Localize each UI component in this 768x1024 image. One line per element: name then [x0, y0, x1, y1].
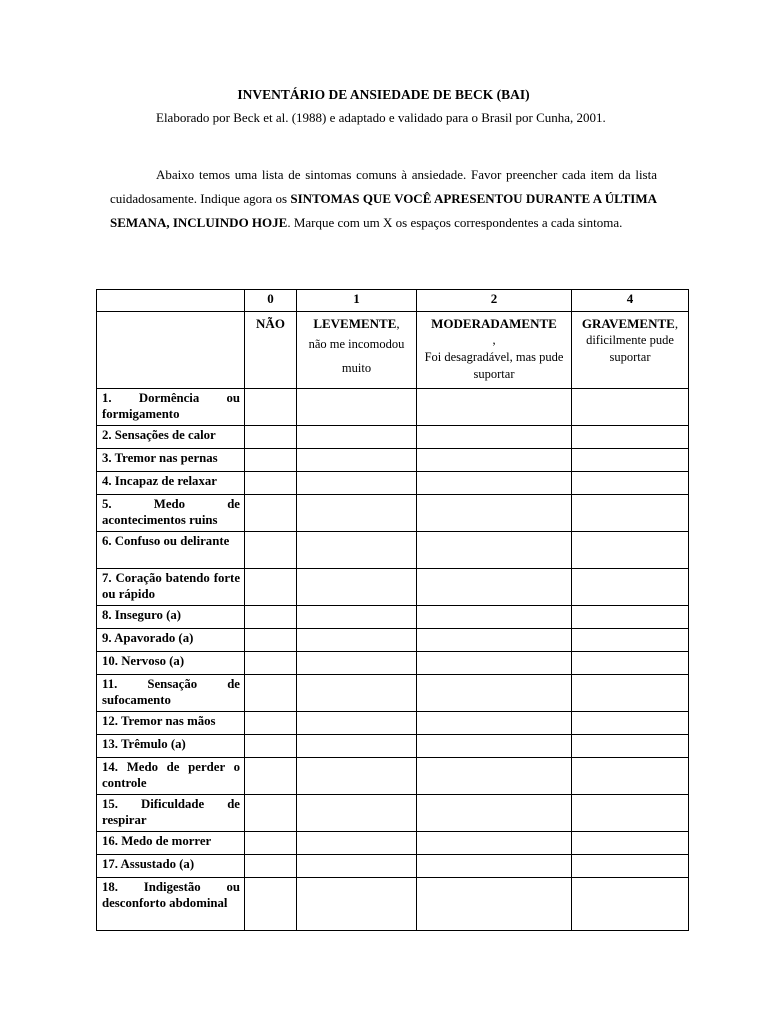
answer-cell-1[interactable]	[297, 735, 417, 758]
answer-cell-0[interactable]	[245, 832, 297, 855]
answer-cell-0[interactable]	[245, 472, 297, 495]
answer-cell-1[interactable]	[297, 606, 417, 629]
answer-cell-2[interactable]	[417, 472, 572, 495]
symptom-label: 1. Dormência ou formigamento	[97, 389, 245, 426]
answer-cell-2[interactable]	[417, 832, 572, 855]
category-gravemente-label: GRAVEMENTE	[581, 316, 675, 331]
credit-paragraph: Elaborado por Beck et al. (1988) e adaptado e validado para o Brasil por Cunha, 2001.	[156, 110, 606, 125]
answer-cell-2[interactable]	[417, 652, 572, 675]
category-gravemente-desc: dificilmente pude suportar	[586, 333, 674, 364]
answer-cell-4[interactable]	[572, 606, 689, 629]
symptom-label: 12. Tremor nas mãos	[97, 712, 245, 735]
answer-cell-4[interactable]	[572, 878, 689, 931]
instructions-text-start: Abaixo temos uma lista de sintomas comuns à ansiedade. Favor preencher cada item da lista cuidadosamente. Indique agora os	[110, 167, 657, 206]
symptom-label: 15. Dificuldade de respirar	[97, 795, 245, 832]
answer-cell-0[interactable]	[245, 855, 297, 878]
answer-cell-4[interactable]	[572, 735, 689, 758]
answer-cell-4[interactable]	[572, 629, 689, 652]
answer-cell-1[interactable]	[297, 532, 417, 569]
answer-cell-4[interactable]	[572, 758, 689, 795]
symptom-row	[97, 472, 689, 495]
category-moderadamente-desc: Foi desagradável, mas pude suportar	[424, 350, 564, 381]
answer-cell-4[interactable]	[572, 832, 689, 855]
symptom-row	[97, 426, 689, 449]
category-nao-label: NÃO	[256, 316, 285, 331]
answer-cell-2[interactable]	[417, 629, 572, 652]
answer-cell-4[interactable]	[572, 532, 689, 569]
answer-cell-1[interactable]	[297, 855, 417, 878]
answer-cell-1[interactable]	[297, 675, 417, 712]
answer-cell-1[interactable]	[297, 569, 417, 606]
answer-cell-4[interactable]	[572, 569, 689, 606]
answer-cell-2[interactable]	[417, 389, 572, 426]
symptom-row	[97, 569, 689, 606]
category-header-row	[97, 312, 689, 389]
answer-cell-0[interactable]	[245, 652, 297, 675]
category-moderadamente-suffix: ,	[492, 333, 496, 347]
symptom-row	[97, 758, 689, 795]
symptom-label: 17. Assustado (a)	[97, 855, 245, 878]
symptom-label: 6. Confuso ou delirante	[97, 532, 245, 569]
answer-cell-4[interactable]	[572, 426, 689, 449]
symptom-label: 9. Apavorado (a)	[97, 629, 245, 652]
score-header-blank	[97, 290, 245, 312]
answer-cell-1[interactable]	[297, 758, 417, 795]
instructions-emphasis: SINTOMAS QUE VOCÊ APRESENTOU DURANTE A ÚLTIMA SEMANA, INCLUINDO HOJE	[110, 191, 657, 230]
answer-cell-2[interactable]	[417, 449, 572, 472]
answer-cell-4[interactable]	[572, 472, 689, 495]
symptom-label: 11. Sensação de sufocamento	[97, 675, 245, 712]
symptom-label: 4. Incapaz de relaxar	[97, 472, 245, 495]
answer-cell-2[interactable]	[417, 532, 572, 569]
category-moderadamente	[417, 312, 572, 389]
answer-cell-4[interactable]	[572, 495, 689, 532]
answer-cell-2[interactable]	[417, 569, 572, 606]
score-1: 1	[297, 290, 417, 312]
symptom-label: 14. Medo de perder o controle	[97, 758, 245, 795]
answer-cell-1[interactable]	[297, 712, 417, 735]
symptom-row	[97, 495, 689, 532]
score-header-row	[97, 290, 689, 312]
category-header-blank	[97, 312, 245, 389]
symptom-row	[97, 675, 689, 712]
answer-cell-0[interactable]	[245, 389, 297, 426]
document-title: INVENTÁRIO DE ANSIEDADE DE BECK (BAI)	[237, 87, 530, 102]
symptom-row	[97, 795, 689, 832]
answer-cell-4[interactable]	[572, 449, 689, 472]
answer-cell-1[interactable]	[297, 629, 417, 652]
answer-cell-2[interactable]	[417, 495, 572, 532]
symptom-label: 2. Sensações de calor	[97, 426, 245, 449]
category-gravemente	[572, 312, 689, 389]
symptom-row	[97, 735, 689, 758]
answer-cell-2[interactable]	[417, 758, 572, 795]
answer-cell-1[interactable]	[297, 495, 417, 532]
symptom-label: 13. Trêmulo (a)	[97, 735, 245, 758]
answer-cell-4[interactable]	[572, 652, 689, 675]
symptom-label: 8. Inseguro (a)	[97, 606, 245, 629]
answer-cell-2[interactable]	[417, 855, 572, 878]
category-levemente-suffix: ,	[396, 316, 400, 331]
answer-cell-4[interactable]	[572, 389, 689, 426]
category-levemente-desc: não me incomodou muito	[308, 337, 405, 375]
answer-cell-1[interactable]	[297, 449, 417, 472]
answer-cell-0[interactable]	[245, 712, 297, 735]
bai-table	[96, 289, 689, 931]
answer-cell-1[interactable]	[297, 389, 417, 426]
symptom-row	[97, 389, 689, 426]
symptom-row	[97, 832, 689, 855]
score-2: 2	[417, 290, 572, 312]
symptom-row	[97, 712, 689, 735]
answer-cell-1[interactable]	[297, 795, 417, 832]
symptom-label: 5. Medo de acontecimentos ruins	[97, 495, 245, 532]
score-0: 0	[245, 290, 297, 312]
symptom-label: 7. Coração batendo forte ou rápido	[97, 569, 245, 606]
answer-cell-0[interactable]	[245, 426, 297, 449]
answer-cell-2[interactable]	[417, 606, 572, 629]
symptom-row	[97, 629, 689, 652]
answer-cell-0[interactable]	[245, 878, 297, 931]
answer-cell-0[interactable]	[245, 758, 297, 795]
answer-cell-0[interactable]	[245, 532, 297, 569]
symptom-label: 3. Tremor nas pernas	[97, 449, 245, 472]
instructions-text-end: . Marque com um X os espaços correspondentes a cada sintoma.	[287, 215, 623, 230]
category-levemente-label: LEVEMENTE	[313, 316, 397, 331]
answer-cell-2[interactable]	[417, 675, 572, 712]
answer-cell-1[interactable]	[297, 426, 417, 449]
symptom-row	[97, 449, 689, 472]
symptom-row	[97, 878, 689, 931]
answer-cell-1[interactable]	[297, 652, 417, 675]
answer-cell-4[interactable]	[572, 855, 689, 878]
answer-cell-0[interactable]	[245, 495, 297, 532]
answer-cell-0[interactable]	[245, 735, 297, 758]
symptom-row	[97, 532, 689, 569]
answer-cell-1[interactable]	[297, 878, 417, 931]
answer-cell-2[interactable]	[417, 735, 572, 758]
answer-cell-1[interactable]	[297, 472, 417, 495]
symptom-label: 16. Medo de morrer	[97, 832, 245, 855]
answer-cell-0[interactable]	[245, 675, 297, 712]
answer-cell-2[interactable]	[417, 712, 572, 735]
symptom-label: 10. Nervoso (a)	[97, 652, 245, 675]
answer-cell-4[interactable]	[572, 712, 689, 735]
symptom-label: 18. Indigestão ou desconforto abdominal	[97, 878, 245, 931]
answer-cell-2[interactable]	[417, 426, 572, 449]
score-4: 4	[572, 290, 689, 312]
answer-cell-0[interactable]	[245, 629, 297, 652]
answer-cell-2[interactable]	[417, 878, 572, 931]
answer-cell-0[interactable]	[245, 569, 297, 606]
symptom-row	[97, 652, 689, 675]
category-moderadamente-label: MODERADAMENTE	[431, 316, 557, 331]
symptom-row	[97, 855, 689, 878]
instructions-paragraph	[110, 163, 657, 235]
answer-cell-0[interactable]	[245, 795, 297, 832]
category-gravemente-suffix: ,	[674, 316, 679, 331]
answer-cell-2[interactable]	[417, 795, 572, 832]
answer-cell-4[interactable]	[572, 675, 689, 712]
answer-cell-4[interactable]	[572, 795, 689, 832]
answer-cell-0[interactable]	[245, 606, 297, 629]
symptom-row	[97, 606, 689, 629]
answer-cell-0[interactable]	[245, 449, 297, 472]
category-levemente	[297, 312, 417, 389]
answer-cell-1[interactable]	[297, 832, 417, 855]
category-nao	[245, 312, 297, 389]
